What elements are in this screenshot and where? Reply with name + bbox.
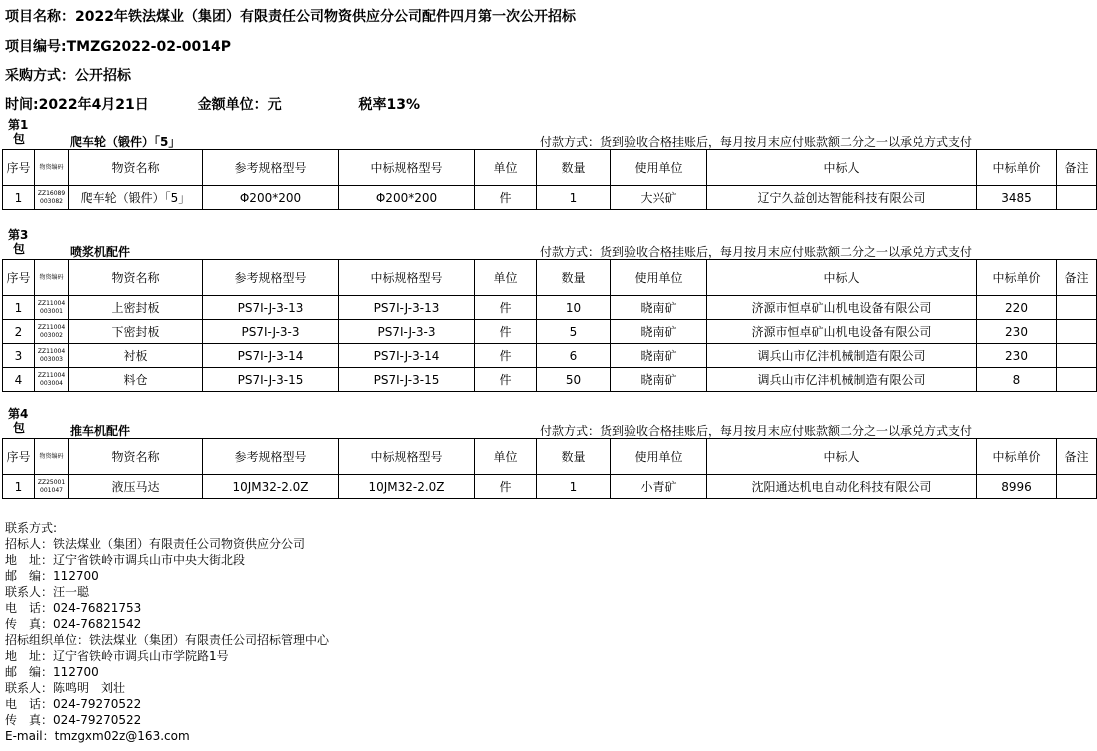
- contact-info: [5, 520, 329, 744]
- cell-qty: 1: [537, 186, 611, 210]
- table-header-row: [3, 439, 1097, 475]
- cell-note: [1057, 368, 1097, 392]
- column-header: 中标人: [707, 439, 977, 475]
- cell-qty: 5: [537, 320, 611, 344]
- cell-name: 上密封板: [69, 296, 203, 320]
- cell-price: 8: [977, 368, 1057, 392]
- cell-price: 220: [977, 296, 1057, 320]
- cell-winner: 调兵山市亿沣机械制造有限公司: [707, 368, 977, 392]
- cell-user: 大兴矿: [611, 186, 707, 210]
- column-header: 中标规格型号: [339, 260, 475, 296]
- cell-note: [1057, 320, 1097, 344]
- column-header: 中标人: [707, 260, 977, 296]
- column-header: 中标规格型号: [339, 439, 475, 475]
- column-header: 单位: [475, 260, 537, 296]
- cell-bid-spec: Φ200*200: [339, 186, 475, 210]
- cell-no: 2: [3, 320, 35, 344]
- contact-line: 传 真：024-79270522: [5, 713, 142, 727]
- cell-unit: 件: [475, 320, 537, 344]
- contact-line: 电 话：024-79270522: [5, 697, 142, 711]
- date: 时间:2022年4月21日: [5, 97, 149, 113]
- cell-note: [1057, 186, 1097, 210]
- cell-name: 下密封板: [69, 320, 203, 344]
- column-header: 使用单位: [611, 439, 707, 475]
- cell-ref-spec: PS7I-J-3-15: [203, 368, 339, 392]
- column-header: 序号: [3, 260, 35, 296]
- package-name: 喷浆机配件: [70, 245, 131, 259]
- package-label: [8, 407, 28, 435]
- column-header: 物资名称: [69, 260, 203, 296]
- column-header: 中标人: [707, 150, 977, 186]
- column-header: 物资名称: [69, 150, 203, 186]
- info-line: [5, 94, 420, 114]
- cell-qty: 10: [537, 296, 611, 320]
- tax-rate: 税率13%: [358, 97, 421, 113]
- column-header: 中标单价: [977, 439, 1057, 475]
- cell-unit: 件: [475, 344, 537, 368]
- cell-ref-spec: PS7I-J-3-13: [203, 296, 339, 320]
- cell-code: ZZ25001 001047: [35, 475, 69, 499]
- contact-line: 联系人：陈鸣明 刘壮: [5, 681, 126, 695]
- package-label: [8, 228, 28, 256]
- cell-no: 1: [3, 296, 35, 320]
- currency-unit: 金额单位：元: [197, 97, 282, 113]
- payment-terms: 付款方式：货到验收合格挂账后，每月按月末应付账款额二分之一以承兑方式支付: [540, 135, 973, 149]
- table-row: [3, 320, 1097, 344]
- cell-name: 衬板: [69, 344, 203, 368]
- contact-line: 地 址：辽宁省铁岭市调兵山市中央大街北段: [5, 553, 246, 567]
- cell-winner: 济源市恒卓矿山机电设备有限公司: [707, 296, 977, 320]
- column-header: 中标规格型号: [339, 150, 475, 186]
- column-header: 使用单位: [611, 150, 707, 186]
- table-header-row: [3, 150, 1097, 186]
- cell-no: 4: [3, 368, 35, 392]
- column-header: 序号: [3, 439, 35, 475]
- column-header: 参考规格型号: [203, 260, 339, 296]
- cell-user: 晓南矿: [611, 344, 707, 368]
- payment-terms: 付款方式：货到验收合格挂账后，每月按月末应付账款额二分之一以承兑方式支付: [540, 245, 973, 259]
- cell-qty: 50: [537, 368, 611, 392]
- column-header: 物资编码: [35, 260, 69, 296]
- column-header: 物资编码: [35, 439, 69, 475]
- column-header: 单位: [475, 150, 537, 186]
- cell-winner: 辽宁久益创达智能科技有限公司: [707, 186, 977, 210]
- cell-price: 8996: [977, 475, 1057, 499]
- package-label-number: 第1: [8, 118, 29, 132]
- cell-winner: 调兵山市亿沣机械制造有限公司: [707, 344, 977, 368]
- contact-line: 联系人：汪一聪: [5, 585, 90, 599]
- column-header: 参考规格型号: [203, 439, 339, 475]
- cell-unit: 件: [475, 296, 537, 320]
- cell-bid-spec: PS7I-J-3-14: [339, 344, 475, 368]
- column-header: 使用单位: [611, 260, 707, 296]
- contact-line: 招标组织单位：铁法煤业（集团）有限责任公司招标管理中心: [5, 633, 330, 647]
- cell-qty: 6: [537, 344, 611, 368]
- cell-winner: 沈阳通达机电自动化科技有限公司: [707, 475, 977, 499]
- cell-unit: 件: [475, 368, 537, 392]
- column-header: 备注: [1057, 439, 1097, 475]
- cell-price: 3485: [977, 186, 1057, 210]
- cell-unit: 件: [475, 186, 537, 210]
- cell-note: [1057, 344, 1097, 368]
- cell-note: [1057, 475, 1097, 499]
- cell-ref-spec: Φ200*200: [203, 186, 339, 210]
- contact-line: E-mail：tmzgxm02z@163.com: [5, 729, 190, 743]
- cell-bid-spec: PS7I-J-3-13: [339, 296, 475, 320]
- column-header: 数量: [537, 150, 611, 186]
- package-table: [2, 259, 1097, 392]
- contact-line: 电 话：024-76821753: [5, 601, 142, 615]
- cell-user: 晓南矿: [611, 368, 707, 392]
- procurement-method: 采购方式：公开招标: [5, 68, 131, 84]
- cell-no: 1: [3, 186, 35, 210]
- package-label-suffix: 包: [13, 132, 26, 146]
- table-row: [3, 475, 1097, 499]
- cell-qty: 1: [537, 475, 611, 499]
- package-label-suffix: 包: [13, 421, 26, 435]
- cell-no: 1: [3, 475, 35, 499]
- package-label-suffix: 包: [13, 242, 26, 256]
- cell-code: ZZ11004 003003: [35, 344, 69, 368]
- table-row: [3, 296, 1097, 320]
- package-name: 爬车轮（锻件）「5」: [70, 135, 181, 149]
- cell-price: 230: [977, 320, 1057, 344]
- column-header: 备注: [1057, 150, 1097, 186]
- table-row: [3, 368, 1097, 392]
- cell-winner: 济源市恒卓矿山机电设备有限公司: [707, 320, 977, 344]
- cell-ref-spec: 10JM32-2.0Z: [203, 475, 339, 499]
- cell-code: ZZ11004 003002: [35, 320, 69, 344]
- column-header: 数量: [537, 260, 611, 296]
- column-header: 中标单价: [977, 150, 1057, 186]
- cell-note: [1057, 296, 1097, 320]
- cell-code: ZZ11004 003001: [35, 296, 69, 320]
- cell-user: 晓南矿: [611, 320, 707, 344]
- cell-code: ZZ11004 003004: [35, 368, 69, 392]
- package-label-number: 第3: [8, 228, 29, 242]
- contact-line: 传 真：024-76821542: [5, 617, 142, 631]
- cell-no: 3: [3, 344, 35, 368]
- cell-user: 晓南矿: [611, 296, 707, 320]
- package-table: [2, 438, 1097, 499]
- package-table: [2, 149, 1097, 210]
- contact-line: 招标人：铁法煤业（集团）有限责任公司物资供应分公司: [5, 537, 306, 551]
- cell-bid-spec: PS7I-J-3-3: [339, 320, 475, 344]
- cell-bid-spec: PS7I-J-3-15: [339, 368, 475, 392]
- table-header-row: [3, 260, 1097, 296]
- cell-ref-spec: PS7I-J-3-3: [203, 320, 339, 344]
- column-header: 单位: [475, 439, 537, 475]
- payment-terms: 付款方式：货到验收合格挂账后，每月按月末应付账款额二分之一以承兑方式支付: [540, 424, 973, 438]
- cell-price: 230: [977, 344, 1057, 368]
- contact-line: 联系方式:: [5, 521, 58, 535]
- package-label-number: 第4: [8, 407, 29, 421]
- cell-ref-spec: PS7I-J-3-14: [203, 344, 339, 368]
- column-header: 数量: [537, 439, 611, 475]
- column-header: 物资编码: [35, 150, 69, 186]
- column-header: 物资名称: [69, 439, 203, 475]
- cell-user: 小青矿: [611, 475, 707, 499]
- package-name: 推车机配件: [70, 424, 131, 438]
- column-header: 序号: [3, 150, 35, 186]
- project-number: 项目编号:TMZG2022-02-0014P: [5, 39, 232, 55]
- column-header: 备注: [1057, 260, 1097, 296]
- cell-code: ZZ16089 003082: [35, 186, 69, 210]
- contact-line: 地 址：辽宁省铁岭市调兵山市学院路1号: [5, 649, 229, 663]
- cell-name: 料仓: [69, 368, 203, 392]
- contact-line: 邮 编：112700: [5, 569, 99, 583]
- table-row: [3, 344, 1097, 368]
- table-row: [3, 186, 1097, 210]
- cell-name: 爬车轮（锻件）「5」: [69, 186, 203, 210]
- column-header: 参考规格型号: [203, 150, 339, 186]
- package-label: [8, 118, 28, 146]
- project-name: 项目名称：2022年铁法煤业（集团）有限责任公司物资供应分公司配件四月第一次公开招标: [5, 9, 576, 25]
- column-header: 中标单价: [977, 260, 1057, 296]
- cell-name: 液压马达: [69, 475, 203, 499]
- contact-line: 邮 编：112700: [5, 665, 99, 679]
- cell-unit: 件: [475, 475, 537, 499]
- cell-bid-spec: 10JM32-2.0Z: [339, 475, 475, 499]
